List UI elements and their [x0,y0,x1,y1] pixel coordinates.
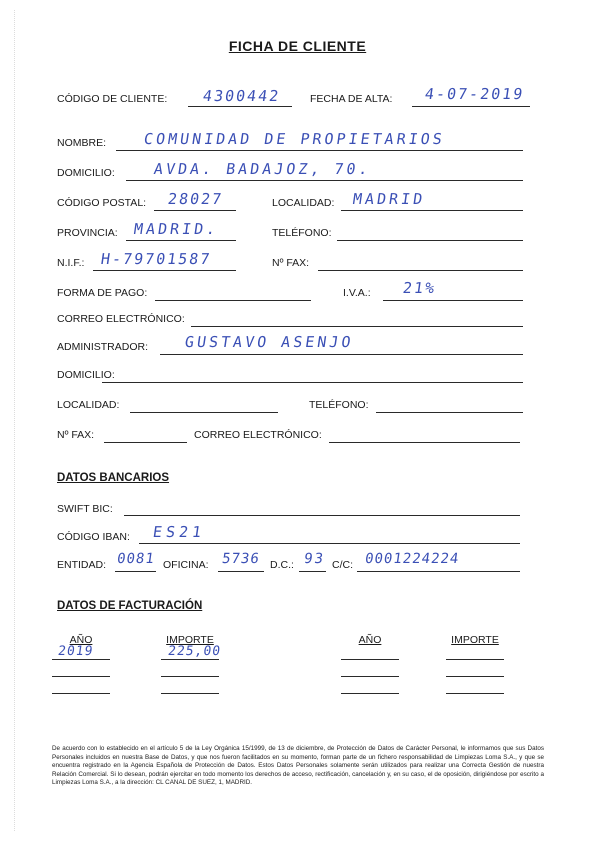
billing-section-heading: DATOS DE FACTURACIÓN [57,600,203,612]
fax-line [318,270,523,271]
billing-line [52,693,110,694]
billing-amount-header-1: IMPORTE [166,634,214,646]
admin-fax-line [104,442,187,443]
client-code-value[interactable]: 4300442 [201,87,282,105]
admin-city-line [130,412,278,413]
signup-date-label: FECHA DE ALTA: [310,93,393,105]
administrator-label: ADMINISTRADOR: [57,341,149,353]
postal-code-line [154,210,236,211]
billing-line [446,659,504,660]
iban-value[interactable]: ES21 [151,523,207,541]
payment-method-line [155,300,311,301]
name-line [116,150,523,151]
legal-notice: De acuerdo con lo establecido en el artículo 5 de la Ley Orgánica 15/1999, de 13 de diciembre, de Protección de Datos de Carácter Personal, le informamos que sus Datos Personales incluidos en nuestra Base de Datos, y que nos fueron facilitados en su momento, forman parte de un fichero responsabilidad de Limpiezas Loma S.A., y que se encuentra registrado en la Agencia Española de Protección de Datos. Estos Datos Personales solamente serán utilizados para realizar una Correcta Gestión de nuestra Relación Comercial. Si lo desean, podrán ejercitar en todo momento los derechos de acceso, rectificación, cancelación y, en su caso, el de oposición, dirigiéndose por escrito a Limpiezas Loma S.A., a la dirección: CL CANAL DE SUEZ, 1, MADRID. [52,745,544,787]
account-value[interactable]: 0001224224 [363,551,461,567]
administrator-line [160,354,523,355]
vat-value[interactable]: 21% [401,279,438,297]
address-value[interactable]: AVDA. BADAJOZ, 70. [152,160,372,178]
branch-line [218,571,264,572]
billing-amount-header-2: IMPORTE [451,634,499,646]
nif-value[interactable]: H-79701587 [99,250,213,268]
city-label: LOCALIDAD: [272,197,335,209]
billing-line [341,676,399,677]
control-digit-value[interactable]: 93 [302,551,326,567]
nif-label: N.I.F.: [57,257,85,269]
email-line [191,326,523,327]
admin-fax-label: Nº FAX: [57,429,95,441]
client-code-line [188,106,292,107]
bank-entity-line [115,571,156,572]
nif-line [93,270,236,271]
fax-label: Nº FAX: [272,257,310,269]
admin-address-label: DOMICILIO: [57,369,115,381]
billing-line [341,693,399,694]
page-edge [14,10,15,831]
swift-line [124,515,520,516]
billing-line [52,676,110,677]
billing-amount-value-1[interactable]: 225,00 [166,644,223,659]
postal-code-value[interactable]: 28027 [166,190,225,208]
billing-line [161,676,219,677]
billing-line [161,659,219,660]
province-line [126,240,236,241]
vat-label: I.V.A.: [343,287,371,299]
control-digit-line [299,571,326,572]
page-title: FICHA DE CLIENTE [228,38,367,54]
vat-line [383,300,523,301]
city-line [341,210,523,211]
address-label: DOMICILIO: [57,167,115,179]
signup-date-line [412,106,530,107]
admin-address-line [102,382,523,383]
control-digit-label: D.C.: [270,559,294,571]
admin-email-label: CORREO ELECTRÓNICO: [194,429,322,441]
bank-entity-value[interactable]: 0081 [115,551,156,567]
client-code-label: CÓDIGO DE CLIENTE: [57,93,168,105]
billing-line [446,693,504,694]
province-value[interactable]: MADRID. [132,220,220,238]
payment-method-label: FORMA DE PAGO: [57,287,148,299]
swift-label: SWIFT BIC: [57,503,113,515]
bank-section-heading: DATOS BANCARIOS [57,472,170,484]
bank-entity-label: ENTIDAD: [57,559,107,571]
branch-label: OFICINA: [163,559,209,571]
address-line [126,180,523,181]
phone-line [337,240,523,241]
admin-email-line [329,442,520,443]
email-label: CORREO ELECTRÓNICO: [57,313,185,325]
billing-line [446,676,504,677]
postal-code-label: CÓDIGO POSTAL: [57,197,147,209]
billing-year-header-1: AÑO [69,634,93,646]
signup-date-value[interactable]: 4-07-2019 [423,85,526,103]
billing-line [52,659,110,660]
iban-label: CÓDIGO IBAN: [57,531,130,543]
name-value[interactable]: COMUNIDAD DE PROPIETARIOS [142,130,447,148]
billing-year-header-2: AÑO [358,634,382,646]
account-line [357,571,520,572]
admin-city-label: LOCALIDAD: [57,399,120,411]
province-label: PROVINCIA: [57,227,118,239]
administrator-value[interactable]: GUSTAVO ASENJO [183,333,355,351]
city-value[interactable]: MADRID [351,190,427,208]
branch-value[interactable]: 5736 [220,551,261,567]
billing-year-value-1[interactable]: 2019 [56,644,95,659]
name-label: NOMBRE: [57,137,107,149]
account-label: C/C: [332,559,353,571]
admin-phone-line [376,412,523,413]
billing-line [341,659,399,660]
phone-label: TELÉFONO: [272,227,332,239]
billing-line [161,693,219,694]
iban-line [139,543,520,544]
admin-phone-label: TELÉFONO: [309,399,369,411]
